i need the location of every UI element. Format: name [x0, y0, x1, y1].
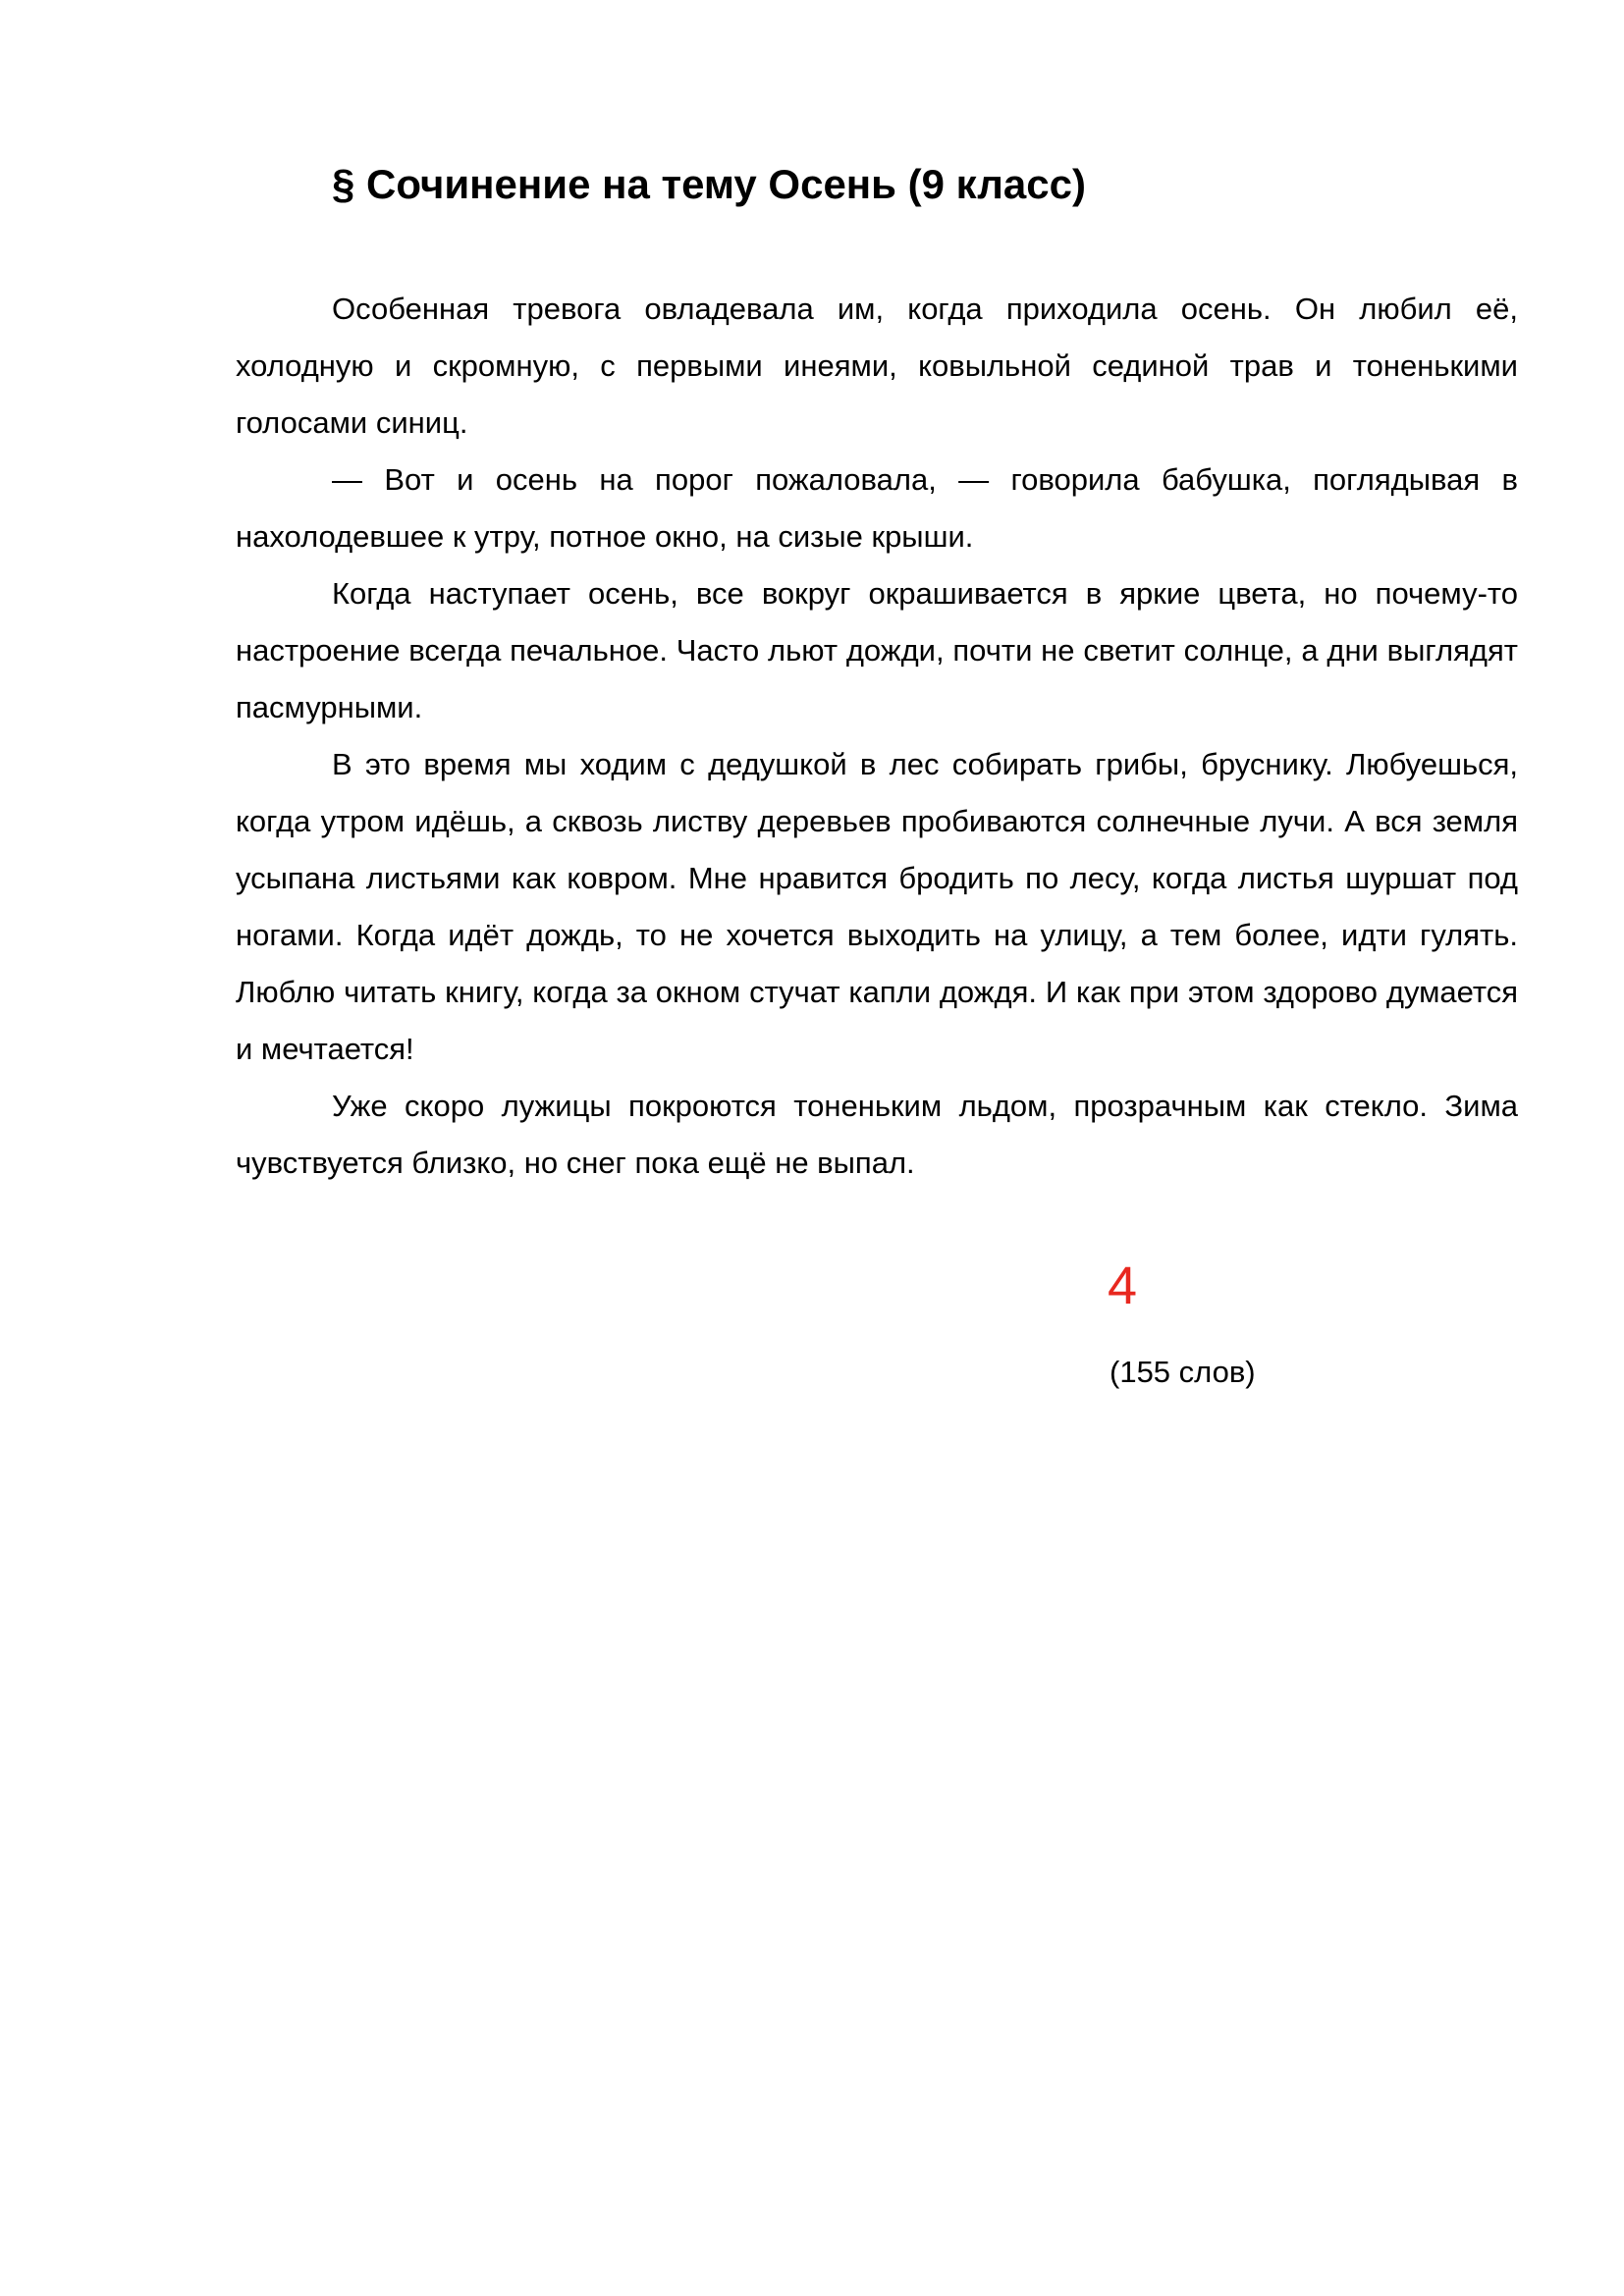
paragraph-3: Когда наступает осень, все вокруг окрашивается в яркие цвета, но почему-то настроение всегда печальное. Часто льют дожди, почти не светит солнце, а дни выглядят пасмурными. [236, 576, 1518, 724]
word-count: (155 слов) [1110, 1355, 1256, 1389]
grade-mark: 4 [1108, 1256, 1138, 1315]
paragraph-1: Особенная тревога овладевала им, когда приходила осень. Он любил её, холодную и скромную, с первыми инеями, ковыльной сединой трав и тоненькими голосами синиц. [236, 292, 1518, 440]
paragraph-2: — Вот и осень на порог пожаловала, — говорила бабушка, поглядывая в нахолодевшее к утру, потное окно, на сизые крыши. [236, 462, 1518, 554]
essay-body [236, 281, 1518, 1192]
page-title: § Сочинение на тему Осень (9 класс) [332, 161, 1086, 207]
paragraph-5: Уже скоро лужицы покроются тоненьким льдом, прозрачным как стекло. Зима чувствуется близко, но снег пока ещё не выпал. [236, 1089, 1518, 1180]
paragraph-4: В это время мы ходим с дедушкой в лес собирать грибы, бруснику. Любуешься, когда утром идёшь, а сквозь листву деревьев пробиваются солнечные лучи. А вся земля усыпана листьями как ковром. Мне нравится бродить по лесу, когда листья шуршат под ногами. Когда идёт дождь, то не хочется выходить на улицу, а тем более, идти гулять. Люблю читать книгу, когда за окном стучат капли дождя. И как при этом здорово думается и мечтается! [236, 747, 1518, 1066]
